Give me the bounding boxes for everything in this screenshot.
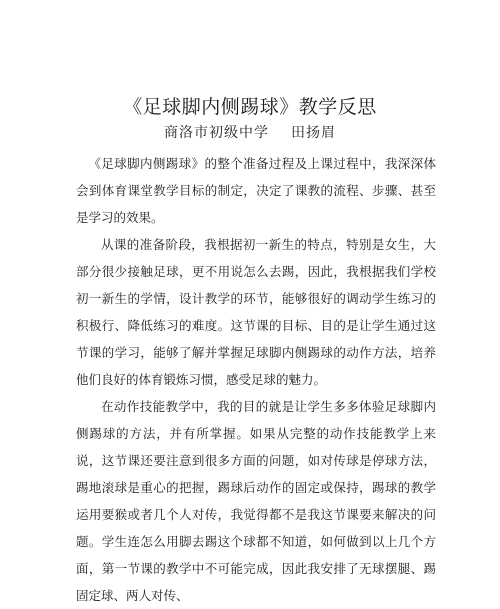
document-byline [0,122,500,142]
paragraph: 《足球脚内侧踢球》的整个准备过程及上课过程中，我深深体会到体育课堂教学目标的制定，决定了课教的流程、步骤、甚至是学习的效果。 [76,156,436,225]
paragraph: 从课的准备阶段，我根据初一新生的特点，特别是女生，大部分很少接触足球，更不用说怎么去踢，因此，我根据我们学校初一新生的学情，设计教学的环节，能够很好的调动学生练习的积极行、降低练习的难度。这节课的目标、目的是让学生通过这节课的学习，能够了解并掌握足球脚内侧踢球的动作方法，培养他们良好的体育锻炼习惯，感受足球的魅力。 [76,237,436,387]
document-title: 《足球脚内侧踢球》教学反思 [123,96,377,118]
paragraph: 在动作技能教学中，我的目的就是让学生多多体验足球脚内侧踢球的方法，并有所掌握。如果从完整的动作技能教学上来说，这节课还要注意到很多方面的问题，如对传球是停球方法，踢地滚球是重心的把握，踢球后动作的固定或保持，踢球的教学运用要猴或者几个人对传，我觉得都不是我这节课要来解决的问题。学生连怎么用脚去踢这个球都不知道，如何做到以上几个方面，第一节课的教学中不可能完成，因此我安排了无球摆腿、踢固定球、两人对传、 [76,399,436,603]
school-name: 商洛市初级中学 [164,125,269,141]
document-body [76,150,436,609]
author-name: 田扬眉 [291,125,336,141]
